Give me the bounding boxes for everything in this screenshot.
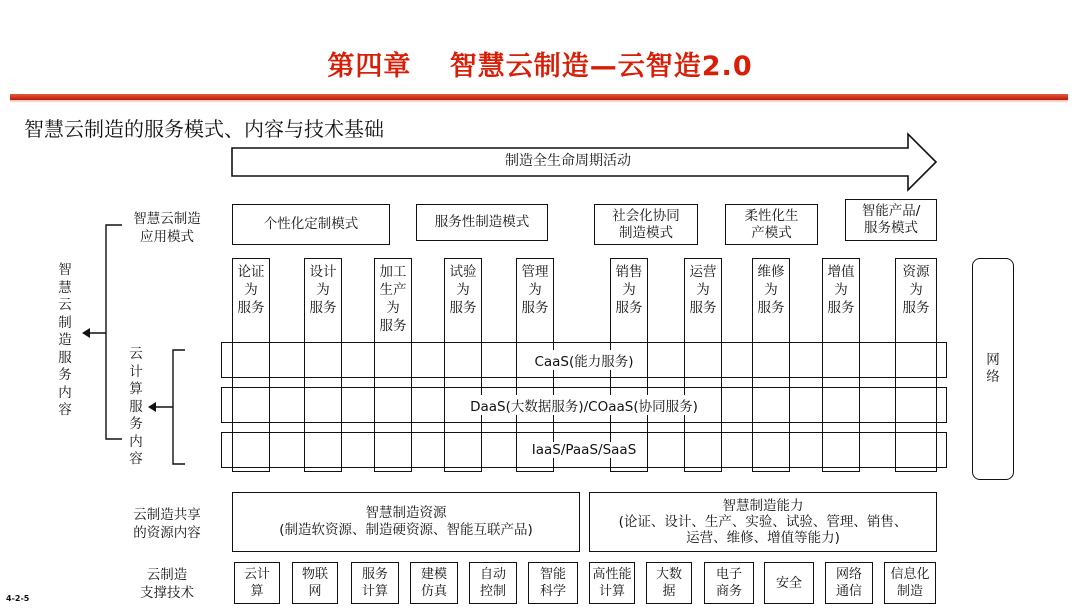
shared-resources-label [120,506,214,542]
support-tech-label [122,566,212,602]
service-column-line: 服务 [309,300,337,316]
tech-line: 算 [250,584,264,599]
tech-high-performance-computing [589,562,635,604]
service-column-line: 服务 [379,318,407,334]
service-column-line: 服务 [757,300,785,316]
cloud-layer-iaas [221,432,947,468]
cloud-layer-daas-label: DaaS(大数据服务)/COaaS(协同服务) [467,395,701,415]
tech-network-communication [825,562,873,604]
page-subtitle: 智慧云制造的服务模式、内容与技术基础 [24,117,384,141]
tech-line: 云计 [243,567,270,582]
service-column-line: 为 [456,282,470,298]
service-column-line: 维修 [757,264,785,280]
tech-service-computing [351,562,399,604]
cloud-layer-caas-label: CaaS(能力服务) [531,350,636,370]
tech-line: 计算 [361,584,388,599]
service-column-line: 论证 [237,264,265,280]
tech-line: 仿真 [420,584,447,599]
mode-social-collaborative-line1: 社会化协同 [612,207,680,224]
service-column-line: 生产 [379,282,407,298]
tech-automatic-control [469,562,517,604]
tech-line: 计算 [598,584,625,599]
tech-iot [292,562,338,604]
tech-modeling-simulation [410,562,458,604]
tech-line: 电子 [715,567,742,582]
cloud-computing-bracket [145,347,189,467]
support-tech-label-line1: 云制造 [146,567,188,583]
service-column-line: 为 [764,282,778,298]
shared-resources-label-line1: 云制造共享 [133,507,201,523]
tech-e-commerce [704,562,754,604]
tech-line: 大数 [655,567,682,582]
smart-manufacturing-resources [232,492,580,552]
tech-intelligent-science [528,562,578,604]
tech-line: 制造 [896,584,923,599]
tech-line: 网 [308,584,322,599]
service-column-line: 为 [244,282,258,298]
shared-resources-label-line2: 的资源内容 [133,525,201,541]
mode-smart-product-service-line2: 服务模式 [864,220,918,236]
smart-manufacturing-capabilities [589,492,937,552]
title-divider-shadow [10,100,1068,103]
service-column-line: 增值 [827,264,855,280]
application-modes-label-line1: 智慧云制造 [133,211,201,227]
cloud-layer-iaas-label: IaaS/PaaS/SaaS [529,442,640,458]
tech-line: 安全 [775,575,802,591]
service-column-line: 服务 [449,300,477,316]
tech-line: 建模 [420,567,447,582]
resources-detail: (制造软资源、制造硬资源、智能互联产品) [279,522,533,538]
tech-line: 服务 [361,567,388,582]
service-column-line: 为 [696,282,710,298]
lifecycle-arrow-label: 制造全生命周期活动 [505,153,631,169]
service-column-line: 管理 [521,264,549,280]
service-column-line: 服务 [902,300,930,316]
service-column-line: 服务 [521,300,549,316]
service-column-line: 服务 [689,300,717,316]
service-column-line: 服务 [237,300,265,316]
tech-line: 自动 [479,567,506,582]
tech-line: 通信 [835,584,862,599]
service-column-line: 试验 [449,264,477,280]
support-tech-label-line2: 支撑技术 [140,585,194,601]
tech-line: 信息化 [890,567,930,582]
tech-cloud-computing [234,562,280,604]
service-column-line: 运营 [689,264,717,280]
service-column-line: 为 [909,282,923,298]
service-column-line: 为 [316,282,330,298]
mode-personalized-customization: 个性化定制模式 [232,204,390,245]
cloud-computing-label: 云计算服务内容 [129,346,143,467]
tech-line: 网络 [835,567,862,582]
mode-social-collaborative [594,204,698,245]
service-column-line: 销售 [615,264,643,280]
service-column-line: 资源 [902,264,930,280]
service-content-bracket [80,222,130,442]
service-column-line: 加工 [379,264,407,280]
tech-line: 科学 [539,584,566,599]
mode-service-manufacturing: 服务性制造模式 [416,204,548,241]
service-column-line: 服务 [615,300,643,316]
tech-line: 物联 [301,567,328,582]
capabilities-detail-line2: 运营、维修、增值等能力) [686,530,840,547]
network-label: 网络 [986,351,1000,385]
mode-smart-product-service [845,199,937,241]
tech-big-data [646,562,692,604]
tech-informatized-manufacturing [884,562,936,604]
application-modes-label [122,210,212,246]
cloud-layer-caas [221,342,947,378]
mode-smart-product-service-line1: 智能产品/ [861,203,921,220]
service-column-line: 设计 [309,264,337,280]
tech-line: 高性能 [592,567,632,582]
tech-security [764,562,814,604]
mode-social-collaborative-line2: 制造模式 [619,224,673,241]
mode-flexible-production-line2: 产模式 [751,224,792,241]
resources-title: 智慧制造资源 [365,505,447,522]
mode-flexible-production-line1: 柔性化生 [744,207,799,224]
network-box [972,258,1014,480]
service-column-line: 为 [834,282,848,298]
tech-line: 据 [662,584,676,599]
service-column-line: 为 [622,282,636,298]
application-modes-label-line2: 应用模式 [140,229,194,245]
page-title: 第四章 智慧云制造—云智造2.0 [327,51,753,82]
tech-line: 商务 [715,584,742,599]
capabilities-detail-line1: (论证、设计、生产、实验、试验、管理、销售、 [618,513,908,530]
capabilities-title: 智慧制造能力 [722,497,804,514]
mode-flexible-production [725,204,818,245]
service-column-line: 为 [528,282,542,298]
service-content-label: 智慧云制造服务内容 [58,262,72,418]
cloud-layer-daas [221,387,947,423]
service-column-line: 为 [386,300,400,316]
service-column-line: 服务 [827,300,855,316]
page-number: 4-2-5 [6,594,30,603]
tech-line: 智能 [539,567,566,582]
tech-line: 控制 [479,584,506,599]
